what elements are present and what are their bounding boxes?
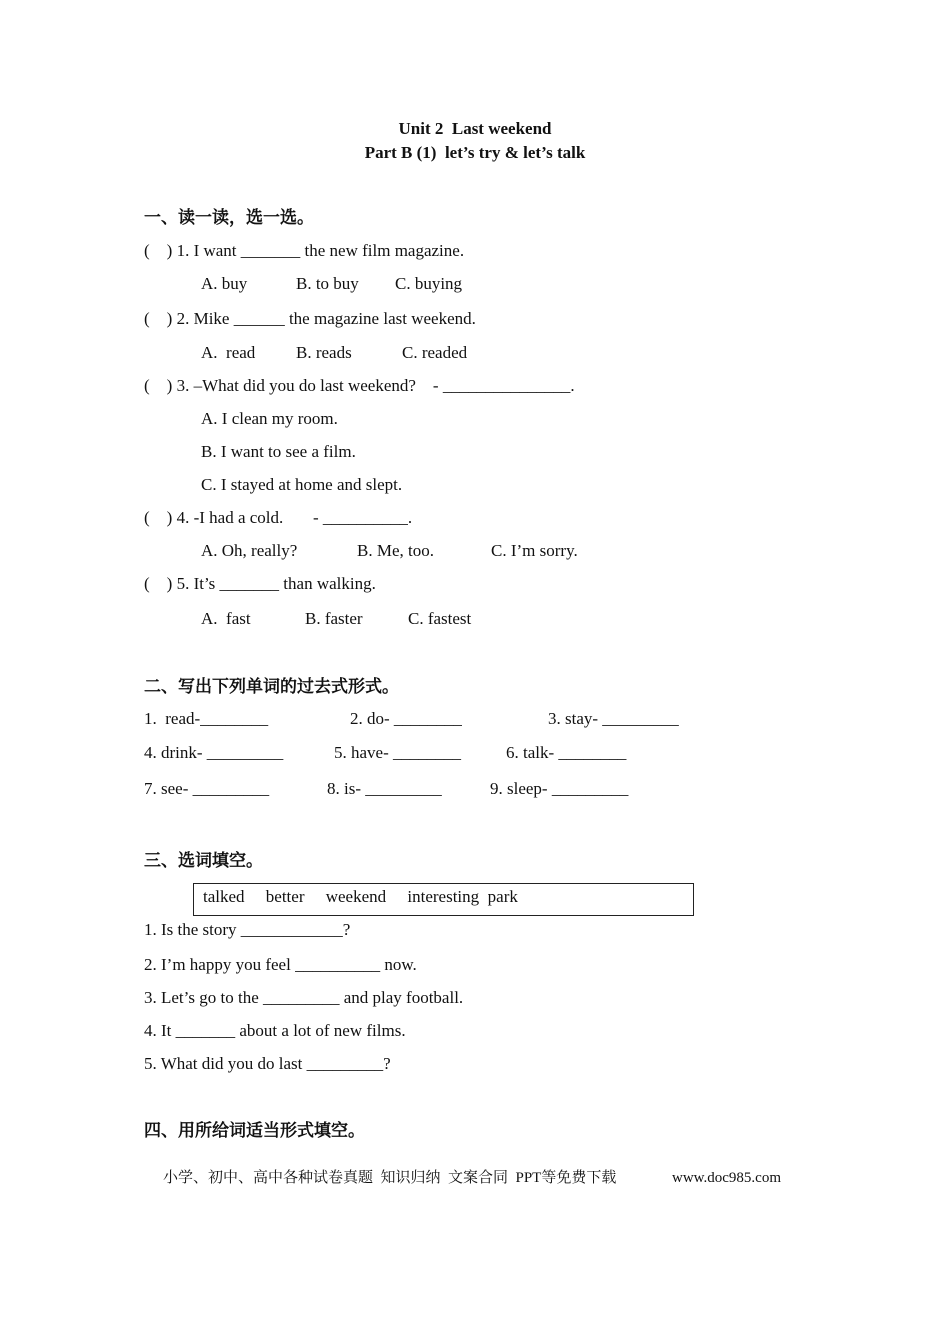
question-5-option-c: C. fastest <box>408 609 472 628</box>
question-3-option-c: C. I stayed at home and slept. <box>201 475 403 494</box>
question-2-option-a: A. read <box>201 343 256 362</box>
section4-heading: 四、用所给词适当形式填空。 <box>144 1121 365 1141</box>
question-1-option-c: C. buying <box>395 274 463 293</box>
question-5-option-a: A. fast <box>201 609 251 628</box>
section3-heading: 三、选词填空。 <box>144 851 263 871</box>
fill-blank-sentence: 2. I’m happy you feel __________ now. <box>144 955 417 974</box>
fill-blank-sentence: 3. Let’s go to the _________ and play football. <box>144 988 464 1007</box>
past-tense-item: 8. is- _________ <box>327 779 442 798</box>
page-title: Unit 2 Last weekend <box>398 119 552 138</box>
fill-blank-sentence: 4. It _______ about a lot of new films. <box>144 1021 406 1040</box>
question-2-stem: ( ) 2. Mike ______ the magazine last weekend. <box>144 309 476 328</box>
question-5-stem: ( ) 5. It’s _______ than walking. <box>144 574 376 593</box>
fill-blank-sentence: 1. Is the story ____________? <box>144 920 351 939</box>
question-4-stem: ( ) 4. -I had a cold. - __________. <box>144 508 413 527</box>
section2-heading: 二、写出下列单词的过去式形式。 <box>144 677 399 697</box>
past-tense-item: 5. have- ________ <box>334 743 462 762</box>
section1-heading: 一、读一读，选一选。 <box>144 208 314 228</box>
fill-blank-sentence: 5. What did you do last _________? <box>144 1054 391 1073</box>
footer-text: 小学、初中、高中各种试卷真题 知识归纳 文案合同 PPT等免费下载 <box>163 1170 617 1186</box>
question-3-stem: ( ) 3. –What did you do last weekend? - _______________. <box>144 376 575 395</box>
past-tense-item: 3. stay- _________ <box>548 709 679 728</box>
question-2-option-c: C. readed <box>402 343 468 362</box>
question-2-option-b: B. reads <box>296 343 352 362</box>
footer-url: www.doc985.com <box>672 1170 782 1186</box>
past-tense-item: 1. read-________ <box>144 709 269 728</box>
page-subtitle: Part B (1) let’s try & let’s talk <box>364 143 586 162</box>
question-1-stem: ( ) 1. I want _______ the new film magazine. <box>144 241 465 260</box>
question-3-option-a: A. I clean my room. <box>201 409 338 428</box>
past-tense-item: 4. drink- _________ <box>144 743 284 762</box>
question-4-option-c: C. I’m sorry. <box>491 541 578 560</box>
question-1-option-a: A. buy <box>201 274 248 293</box>
question-4-option-a: A. Oh, really? <box>201 541 298 560</box>
past-tense-item: 7. see- _________ <box>144 779 270 798</box>
question-5-option-b: B. faster <box>305 609 363 628</box>
word-bank-box <box>193 883 694 916</box>
question-1-option-b: B. to buy <box>296 274 359 293</box>
past-tense-item: 2. do- ________ <box>350 709 462 728</box>
word-bank-text: talked better weekend interesting park <box>203 887 518 906</box>
past-tense-item: 6. talk- ________ <box>506 743 627 762</box>
question-3-option-b: B. I want to see a film. <box>201 442 356 461</box>
past-tense-item: 9. sleep- _________ <box>490 779 629 798</box>
question-4-option-b: B. Me, too. <box>357 541 434 560</box>
